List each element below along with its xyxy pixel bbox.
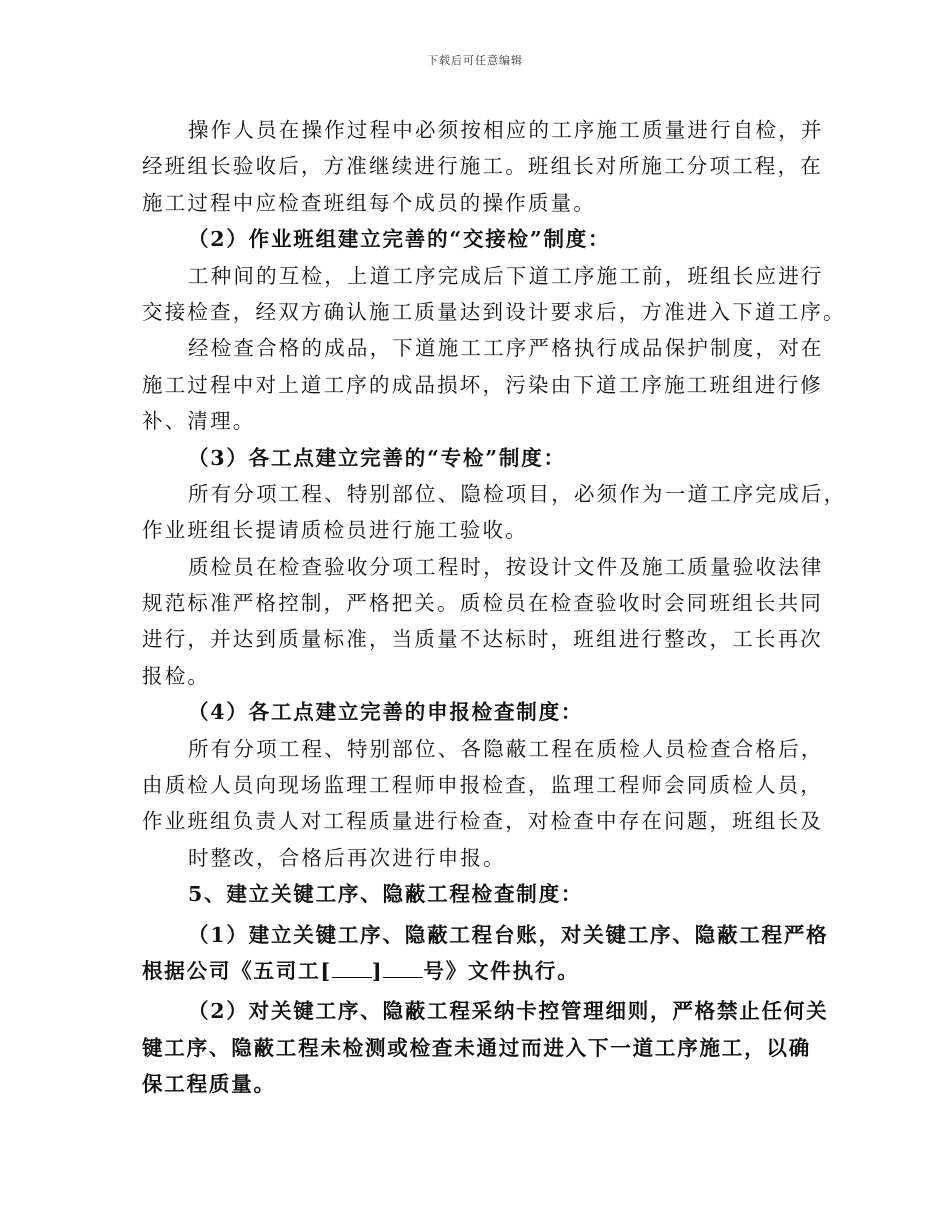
section-heading: （4）各工点建立完善的申报检查制度： [188, 700, 584, 725]
paragraph-line: （1）建立关键工序、隐蔽工程台账，对关键工序、隐蔽工程严格 [188, 922, 829, 947]
paragraph-line: 作业班组长提请质检员进行施工验收。 [142, 518, 528, 543]
section-heading: 5、建立关键工序、隐蔽工程检查制度： [188, 882, 584, 907]
paragraph-line [142, 953, 832, 989]
paragraph-line: 经检查合格的成品，下道施工工序严格执行成品保护制度，对在 [188, 336, 824, 361]
fill-blank [383, 957, 423, 978]
paragraph-line: 经班组长验收后，方准继续进行施工。班组长对所施工分项工程，在 [142, 154, 823, 179]
section-heading: （2）作业班组建立完善的“交接检”制度： [188, 227, 611, 252]
paragraph-line: 工种间的互检，上道工序完成后下道工序施工前，班组长应进行 [188, 263, 824, 288]
paragraph-line: 施工过程中应检查班组每个成员的操作质量。 [142, 190, 596, 215]
paragraph-line: 质检员在检查验收分项工程时，按设计文件及施工质量验收法律 [188, 554, 824, 579]
paragraph-line: 补、清理。 [142, 409, 256, 434]
text-segment: 号》文件执行。 [423, 958, 580, 983]
paragraph-line: 时整改，合格后再次进行申报。 [188, 845, 506, 870]
document-body [142, 112, 847, 1103]
paragraph-line: 施工过程中对上道工序的成品损坏，污染由下道工序施工班组进行修 [142, 372, 823, 397]
paragraph-line: 交接检查，经双方确认施工质量达到设计要求后，方准进入下道工序。 [142, 299, 846, 324]
paragraph-line: 由质检人员向现场监理工程师申报检查，监理工程师会同质检人员， [142, 773, 823, 798]
page-header: 下载后可任意编辑 [427, 54, 523, 67]
text-segment: ] [371, 958, 384, 983]
paragraph-line: （2）对关键工序、隐蔽工程采纳卡控管理细则，严格禁止任何关 [188, 999, 829, 1024]
section-heading: （3）各工点建立完善的“专检”制度： [188, 445, 566, 470]
paragraph-line: 进行，并达到质量标准，当质量不达标时，班组进行整改，工长再次 [142, 627, 823, 652]
paragraph-line: 作业班组负责人对工程质量进行检查，对检查中存在问题，班组长及 [142, 809, 823, 834]
fill-blank [332, 957, 372, 978]
paragraph-line: 键工序、隐蔽工程未检测或检查未通过而进入下一道工序施工，以确 [142, 1035, 811, 1060]
paragraph-line: 规范标准严格控制，严格把关。质检员在检查验收时会同班组长共同 [142, 591, 823, 616]
paragraph-line: 保工程质量。 [142, 1072, 276, 1097]
paragraph-line: 所有分项工程、特别部位、各隐蔽工程在质检人员检查合格后， [188, 736, 824, 761]
paragraph-line: 报检。 [142, 663, 211, 688]
paragraph-line: 所有分项工程、特别部位、隐检项目，必须作为一道工序完成后， [188, 481, 847, 506]
paragraph-line: 操作人员在操作过程中必须按相应的工序施工质量进行自检，并 [188, 118, 824, 142]
text-segment: 根据公司《五司工[ [142, 958, 332, 983]
